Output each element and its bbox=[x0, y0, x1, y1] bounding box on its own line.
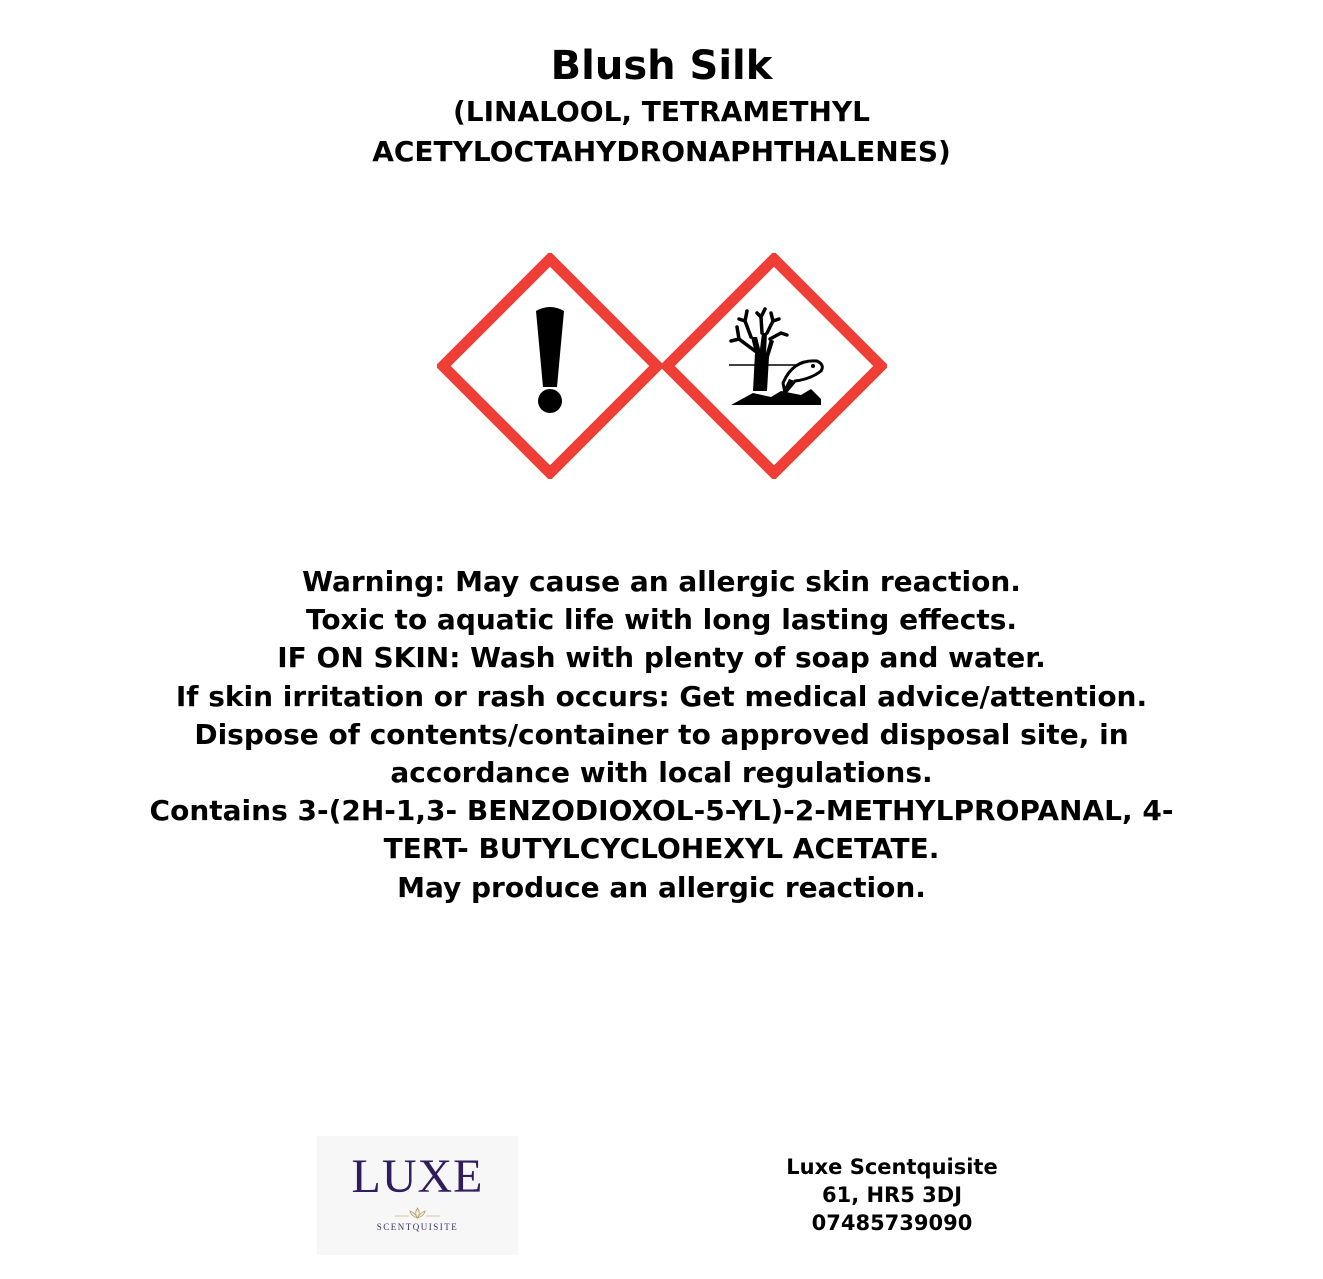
environment-hazard-icon bbox=[661, 253, 887, 479]
exclamation-mark-icon bbox=[437, 253, 663, 479]
statement-line: accordance with local regulations. bbox=[390, 756, 933, 790]
statement-line: If skin irritation or rash occurs: Get medical advice/attention. bbox=[175, 679, 1148, 713]
statement-line: TERT- BUTYLCYCLOHEXYL ACETATE. bbox=[383, 832, 940, 866]
lotus-emblem-icon bbox=[395, 1206, 440, 1220]
statement-line: Warning: May cause an allergic skin reaction. bbox=[302, 565, 1021, 598]
statement-line: IF ON SKIN: Wash with plenty of soap and water. bbox=[277, 641, 1046, 675]
ingredients-line-2: ACETYLOCTAHYDRONAPHTHALENES) bbox=[372, 135, 951, 168]
logo-subtext: SCENTQUISITE bbox=[376, 1222, 459, 1232]
hazard-statements bbox=[60, 563, 1263, 907]
statement-line: Toxic to aquatic life with long lasting effects. bbox=[305, 603, 1018, 637]
statement-line: Dispose of contents/container to approved disposal site, in bbox=[194, 717, 1129, 751]
company-phone: 07485739090 bbox=[811, 1211, 973, 1235]
statement-line: Contains 3-(2H-1,3- BENZODIOXOL-5-YL)-2-METHYLPROPANAL, 4- bbox=[149, 794, 1174, 828]
statement-line: May produce an allergic reaction. bbox=[397, 870, 926, 904]
company-address: 61, HR5 3DJ bbox=[821, 1183, 963, 1207]
brand-logo bbox=[317, 1136, 518, 1255]
company-name: Luxe Scentquisite bbox=[786, 1155, 998, 1179]
hazard-pictograms bbox=[437, 253, 887, 479]
logo-word: LUXE bbox=[351, 1150, 484, 1203]
ingredients-line-1: (LINALOOL, TETRAMETHYL bbox=[452, 95, 871, 128]
supplier-contact bbox=[742, 1153, 1042, 1237]
ingredients-heading bbox=[0, 92, 1323, 172]
product-name: Blush Silk bbox=[550, 43, 773, 89]
